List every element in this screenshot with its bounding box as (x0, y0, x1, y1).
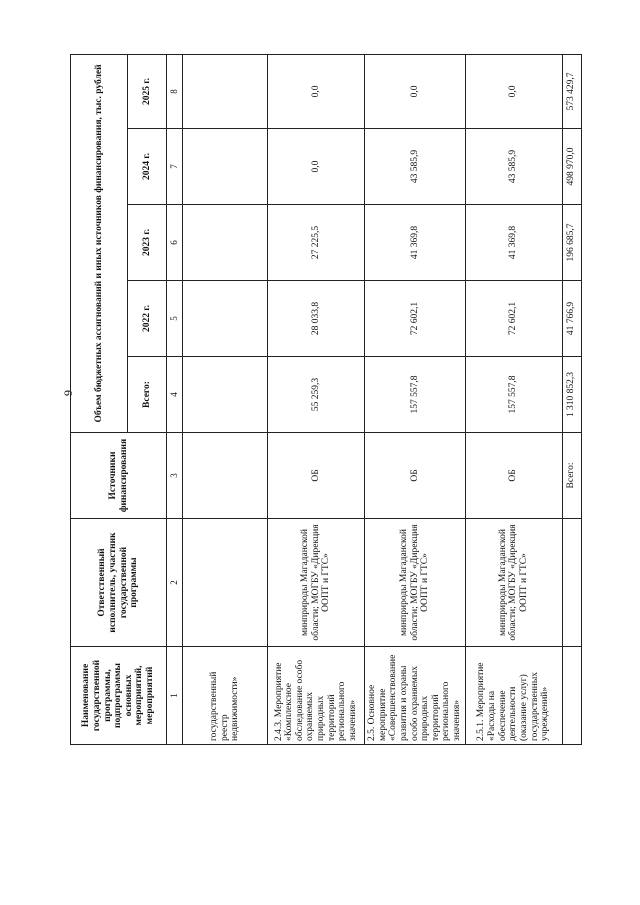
total-2024: 498 970,0 (562, 129, 581, 205)
header-row-top (71, 54, 128, 744)
row-total (183, 357, 268, 433)
column-index: 1 (167, 647, 183, 745)
row-source (183, 433, 268, 519)
row-2025: 0,0 (268, 54, 365, 128)
row-2025: 0,0 (465, 54, 562, 128)
header-volume: Объем бюджетных ассигнований и иных источников финансирования, тыс. рублей (71, 54, 128, 432)
row-name: 2.4.3. Мероприятие «Комплексное обследование особо охраняемых природных территорий регионального значения» (268, 647, 365, 745)
table-row (183, 54, 268, 744)
financing-table (70, 54, 582, 745)
column-index: 3 (167, 433, 183, 519)
header-source: Источники финансирования (71, 433, 167, 519)
header-2023: 2023 г. (128, 205, 167, 281)
row-2022: 72 602,1 (365, 281, 466, 357)
rotated-page-content (70, 54, 582, 745)
column-index: 5 (167, 281, 183, 357)
total-row-empty (562, 519, 581, 647)
header-2025: 2025 г. (128, 54, 167, 128)
page-number: 9 (61, 390, 75, 396)
row-total: 157 557,8 (465, 357, 562, 433)
column-index: 2 (167, 519, 183, 647)
row-2025: 0,0 (365, 54, 466, 128)
header-2022: 2022 г. (128, 281, 167, 357)
row-name: государственный реестр недвижимости» (183, 647, 268, 745)
total-2023: 196 685,7 (562, 205, 581, 281)
total-2025: 573 429,7 (562, 54, 581, 128)
column-index: 4 (167, 357, 183, 433)
row-2022: 28 033,8 (268, 281, 365, 357)
column-index: 6 (167, 205, 183, 281)
header-executor: Ответственный исполнитель, участник государственной программы (71, 519, 167, 647)
row-2024 (183, 129, 268, 205)
row-executor: минприроды Магаданской области; МОГБУ «Дирекция ООПТ и ГТС» (268, 519, 365, 647)
table-row (465, 54, 562, 744)
row-2023: 41 369,8 (365, 205, 466, 281)
row-2022 (183, 281, 268, 357)
row-total: 55 259,3 (268, 357, 365, 433)
row-2024: 43 585,9 (465, 129, 562, 205)
row-2023 (183, 205, 268, 281)
total-sum: 1 310 852,3 (562, 357, 581, 433)
header-name: Наименование государственной программы, подпрограммы основных мероприятий, мероприятий (71, 647, 167, 745)
column-index: 8 (167, 54, 183, 128)
total-row-empty (562, 647, 581, 745)
row-2024: 43 585,9 (365, 129, 466, 205)
total-2022: 41 766,9 (562, 281, 581, 357)
row-2025 (183, 54, 268, 128)
row-2022: 72 602,1 (465, 281, 562, 357)
header-2024: 2024 г. (128, 129, 167, 205)
row-2024: 0,0 (268, 129, 365, 205)
column-index: 7 (167, 129, 183, 205)
row-executor (183, 519, 268, 647)
row-name: 2.5. Основное мероприятие «Совершенствование развития и охраны особо охраняемых природных территорий регионального значения» (365, 647, 466, 745)
row-total: 157 557,8 (365, 357, 466, 433)
row-name: 2.5.1. Мероприятие «Расходы на обеспечение деятельности (оказание услуг) государственных учреждений» (465, 647, 562, 745)
header-total: Всего: (128, 357, 167, 433)
column-index-row (167, 54, 183, 744)
row-executor: минприроды Магаданской области; МОГБУ «Дирекция ООПТ и ГТС» (365, 519, 466, 647)
row-2023: 27 225,5 (268, 205, 365, 281)
row-source: ОБ (365, 433, 466, 519)
total-label: Всего: (562, 433, 581, 519)
row-source: ОБ (465, 433, 562, 519)
total-row (562, 54, 581, 744)
row-source: ОБ (268, 433, 365, 519)
table-row (268, 54, 365, 744)
table-row (365, 54, 466, 744)
row-2023: 41 369,8 (465, 205, 562, 281)
row-executor: минприроды Магаданской области; МОГБУ «Дирекция ООПТ и ГТС» (465, 519, 562, 647)
